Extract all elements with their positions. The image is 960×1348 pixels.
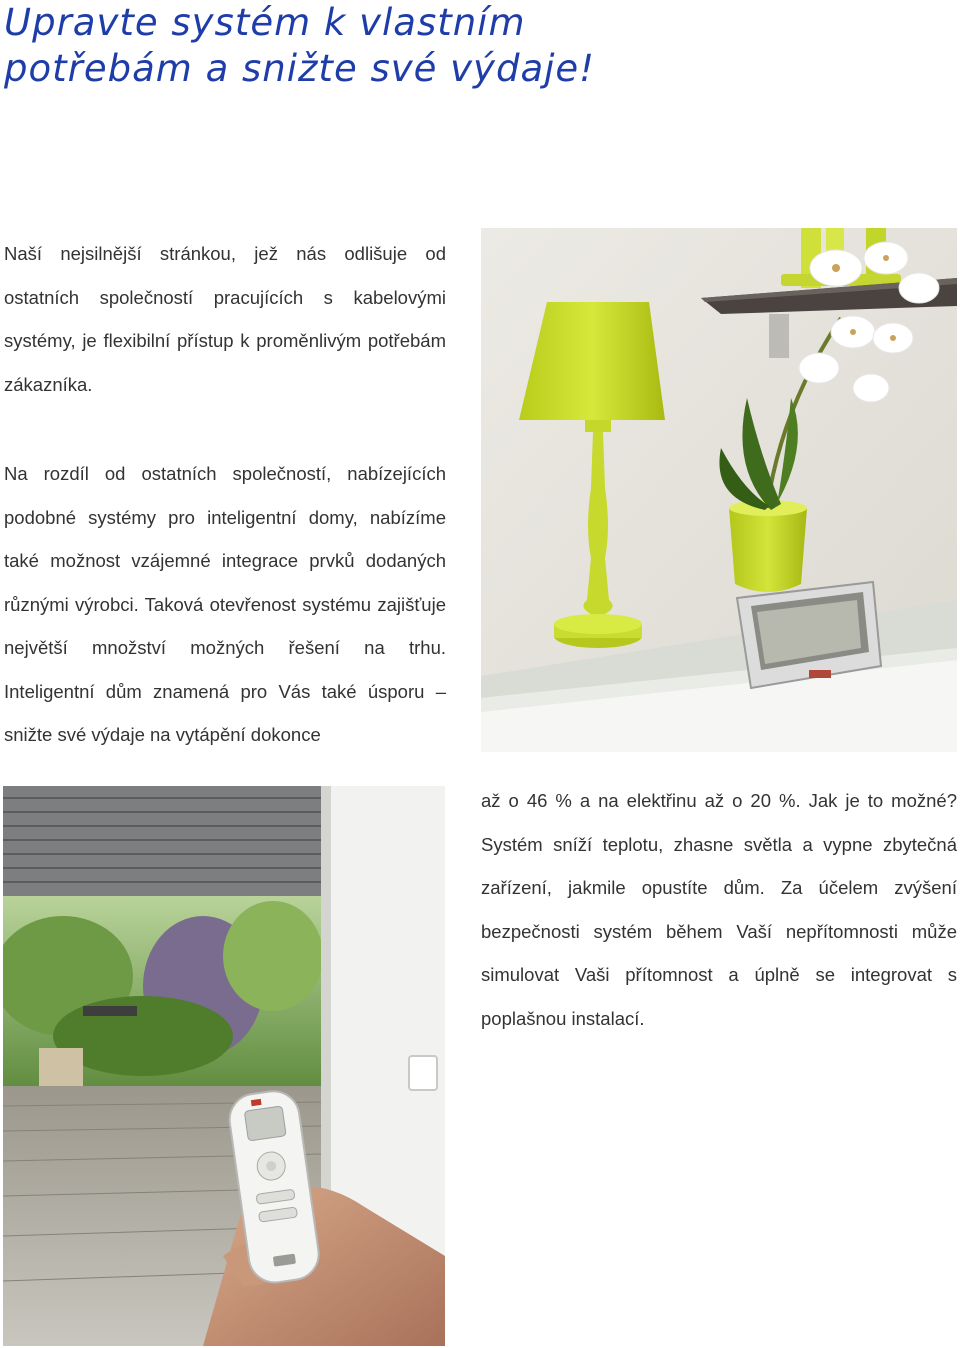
title-line-2: potřebám a snižte své výdaje!: [4, 47, 595, 90]
integration-paragraph: Na rozdíl od ostatních společností, nabízejících podobné systémy pro inteligentní domy, nabízíme také možnost vzájemné integrace prvků dodaných různými výrobci. Taková otevřenost systému zajišťuje největší množství možných řešení na trhu. Inteligentní dům znamená pro Vás také úsporu – snižte své výdaje na vytápění dokonce: [4, 463, 446, 745]
savings-paragraph: až o 46 % a na elektřinu až o 20 %. Jak je to možné? Systém sníží teplotu, zhasne světla a vypne zbytečná zařízení, jakmile opustíte dům. Za účelem zvýšení bezpečnosti systém během Vaší nepřítomnosti může simulovat Vaši přítomnost a úplně se integrovat s poplašnou instalací.: [481, 790, 957, 1029]
title-line-1: Upravte systém k vlastním: [4, 1, 526, 44]
lamp-orchid-photo: [481, 228, 957, 752]
page-title: [4, 0, 664, 92]
intro-paragraph: Naší nejsilnější stránkou, jež nás odlišuje od ostatních společností pracujících s kabelovými systémy, je flexibilní přístup k proměnlivým potřebám zákazníka.: [4, 243, 446, 395]
remote-control-photo: [3, 786, 445, 1346]
